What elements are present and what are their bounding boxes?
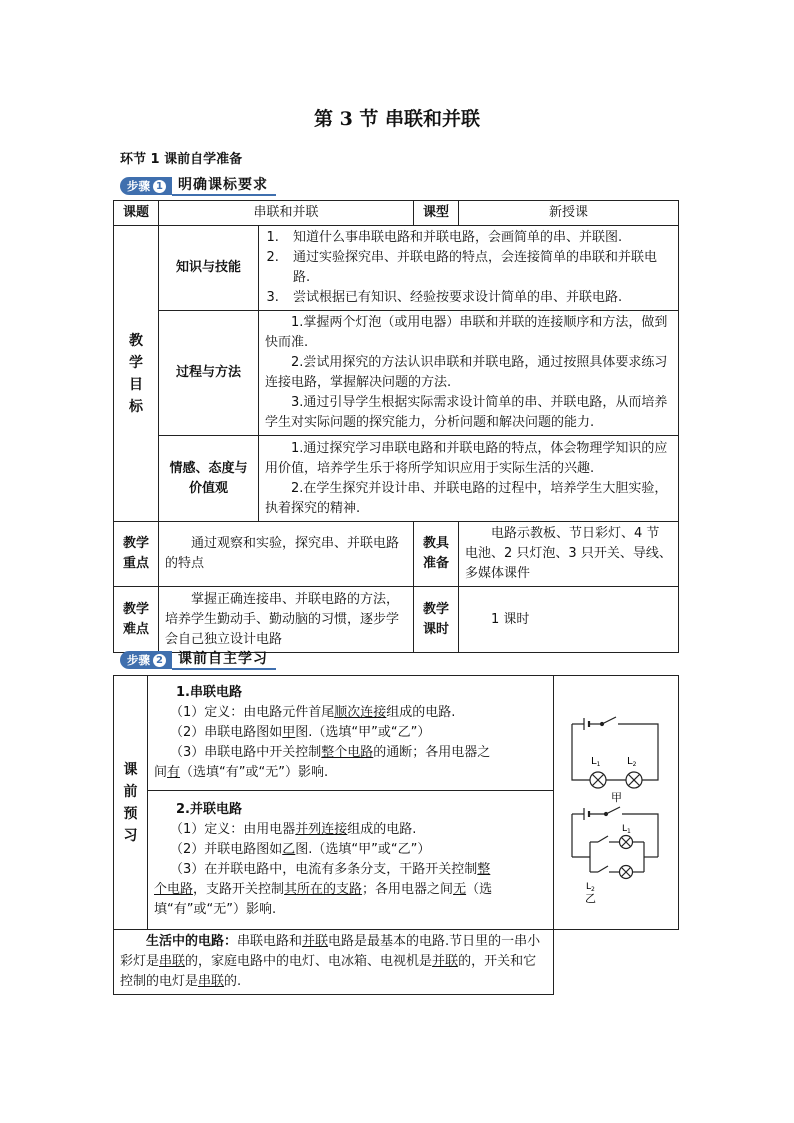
- text: ；各用电器之间: [362, 882, 454, 897]
- circuit-diagrams: [554, 684, 677, 914]
- difficult-point-text: 掌握正确连接串、并联电路的方法，培养学生勤动手、勤动脑的习惯，逐步学会自己独立设计电路: [165, 591, 400, 647]
- series-line: [154, 743, 547, 763]
- life-heading: 生活中的电路：: [146, 934, 238, 949]
- text: 串联电路和: [237, 934, 303, 949]
- step-2-number: 2: [153, 654, 166, 667]
- lamp-label: [627, 756, 637, 768]
- step-2-label: 课前自主学习: [172, 650, 276, 670]
- lamp-letter: L: [622, 824, 628, 834]
- life-circuit-cell: [114, 930, 554, 995]
- parallel-line: [154, 840, 547, 860]
- answer: 顺次连接: [334, 705, 387, 720]
- step-2-banner: [120, 650, 276, 670]
- text: （1）定义：由用电器: [170, 822, 296, 837]
- switch-pivot: [605, 813, 608, 816]
- label-line: 教学: [122, 601, 149, 617]
- text: 组成的电路.: [347, 822, 417, 837]
- tools-text: 电路示教板、节日彩灯、4 节电池、2 只灯泡、3 只开关、导线、多媒体课件: [465, 526, 672, 581]
- answer: 无: [453, 882, 467, 897]
- emotion-cell: [259, 436, 679, 522]
- hours-value: [459, 587, 679, 653]
- lamp-letter: L: [586, 882, 592, 892]
- tools-value: [459, 522, 679, 587]
- series-circuit-cell: [148, 676, 554, 791]
- answer: 整个电路: [321, 745, 374, 760]
- preview-char: 课: [123, 761, 138, 778]
- switch-icon: [598, 836, 608, 842]
- text: 的.: [224, 974, 242, 989]
- diagram-label-jia: 甲: [611, 791, 622, 804]
- text: （3）串联电路中开关控制: [170, 745, 322, 760]
- text: 的，家庭电路中的电灯、电冰箱、电视机是: [185, 954, 433, 969]
- text: （1）定义：由电路元件首尾: [170, 705, 335, 720]
- lamp-index: 1: [596, 761, 601, 768]
- label-line: 教具: [423, 536, 450, 551]
- topic-value: 串联和并联: [159, 201, 414, 226]
- circuit-diagram-cell: [554, 676, 679, 930]
- step-1-banner: [120, 176, 276, 196]
- curriculum-table: [113, 200, 679, 653]
- text: （3）在并联电路中，电流有多条分支，干路开关控制: [170, 862, 478, 877]
- lamp-index: 1: [627, 828, 631, 835]
- process-item: 1.掌握两个灯泡（或用电器）串联和并联的连接顺序和方法，做到快而准.: [265, 315, 668, 350]
- text: 的，开关和它控制的电灯是: [120, 954, 537, 989]
- answer: 个电路: [154, 882, 194, 897]
- answer: 并联: [432, 954, 459, 969]
- answer: 并列连接: [295, 822, 348, 837]
- lamp-label: [622, 824, 631, 835]
- switch-icon: [598, 866, 608, 872]
- emotion-item: 1.通过探究学习串联电路和并联电路的特点，体会物理学知识的应用价值，培养学生乐于将所学知识应用于实际生活的兴趣.: [265, 440, 668, 476]
- knowledge-cell: [259, 226, 679, 311]
- series-circuit: [572, 717, 658, 788]
- diagram-label-yi: 乙: [585, 892, 596, 905]
- switch-icon: [602, 717, 616, 724]
- answer: 乙: [282, 842, 296, 857]
- lamp-letter: L: [591, 756, 597, 767]
- preview-char: 习: [123, 827, 138, 844]
- answer: 串联: [159, 954, 186, 969]
- text: （选: [466, 882, 493, 897]
- step-2-prefix: 步骤: [127, 653, 150, 667]
- text: （选填“有”或“无”）影响.: [180, 765, 329, 780]
- knowledge-item: 1. 知道什么事串联电路和并联电路，会画简单的串、并联图.: [283, 228, 672, 248]
- step-2-badge: [120, 651, 172, 669]
- step-1-label: 明确课标要求: [172, 176, 276, 196]
- text: 图.（选填“甲”或“乙”）: [295, 842, 431, 857]
- tools-label: [414, 522, 459, 587]
- process-item: 2.尝试用探究的方法认识串联和并联电路，通过按照具体要求练习连接电路，掌握解决问题的方法.: [265, 355, 668, 390]
- difficult-point-label: [114, 587, 159, 653]
- preview-label: [114, 676, 148, 930]
- emotion-label: [159, 436, 259, 522]
- text: 电路是最基本的电路.节日里的一串小彩灯是: [120, 934, 541, 969]
- series-line: [154, 723, 547, 743]
- lamp-index: 2: [591, 886, 595, 893]
- text: （2）串联电路图如: [170, 725, 283, 740]
- text: ，支路开关控制: [193, 882, 285, 897]
- process-cell: [259, 311, 679, 436]
- life-circuit-text: [120, 932, 547, 992]
- text: 的通断；各用电器之: [373, 745, 491, 760]
- difficult-point-value: [159, 587, 414, 653]
- goals-char: 学: [129, 354, 143, 371]
- process-item: 3.通过引导学生根据实际需求设计简单的串、并联电路，从而培养学生对实际问题的探究能力，分析问题和解决问题的能力.: [265, 395, 668, 430]
- goals-char: 目: [129, 376, 143, 393]
- section-heading: 环节 1 课前自学准备: [120, 152, 243, 167]
- answer: 甲: [282, 725, 296, 740]
- hours-text: 1 课时: [491, 611, 530, 627]
- switch-icon: [606, 807, 620, 814]
- knowledge-label: 知识与技能: [159, 226, 259, 311]
- answer: 其所在的支路: [284, 882, 363, 897]
- process-label: 过程与方法: [159, 311, 259, 436]
- key-point-text: 通过观察和实验，探究串、并联电路的特点: [165, 536, 400, 571]
- emotion-label-line: 情感、态度与: [169, 460, 248, 476]
- lamp-letter: L: [627, 756, 633, 767]
- knowledge-item: 2. 通过实验探究串、并联电路的特点，会连接简单的串联和并联电路.: [283, 248, 672, 288]
- lamp-label: [591, 756, 601, 768]
- goals-char: 标: [129, 398, 143, 415]
- answer: 并联: [302, 934, 329, 949]
- parallel-line: [154, 880, 547, 900]
- preview-table: [113, 675, 679, 995]
- emotion-label-line: 价值观: [188, 480, 228, 496]
- parallel-circuit: [572, 807, 658, 879]
- text: （2）并联电路图如: [170, 842, 283, 857]
- step-1-prefix: 步骤: [127, 179, 150, 193]
- label-line: 课时: [423, 621, 450, 637]
- label-line: 重点: [122, 556, 149, 571]
- type-label: 课型: [414, 201, 459, 226]
- step-1-badge: [120, 177, 172, 195]
- preview-char: 预: [123, 805, 138, 822]
- text: 图.（选填“甲”或“乙”）: [295, 725, 431, 740]
- answer: 有: [167, 765, 181, 780]
- emotion-item: 2.在学生探究并设计串、并联电路的过程中，培养学生大胆实验，执着探究的精神.: [265, 480, 668, 516]
- page-title: 第 3 节 串联和并联: [313, 108, 481, 130]
- series-wire: [572, 724, 658, 780]
- parallel-circuit-cell: [148, 791, 554, 930]
- label-line: 教学: [122, 536, 149, 551]
- lamp-index: 2: [632, 761, 637, 768]
- text: 间: [154, 765, 168, 780]
- type-value: 新授课: [459, 201, 679, 226]
- preview-char: 前: [123, 783, 138, 800]
- step-1-number: 1: [153, 180, 166, 193]
- hours-label: [414, 587, 459, 653]
- topic-label: 课题: [114, 201, 159, 226]
- key-point-value: [159, 522, 414, 587]
- text: 组成的电路.: [386, 705, 456, 720]
- parallel-line: 填“有”或“无”）影响.: [154, 902, 277, 917]
- knowledge-item: 3. 尝试根据已有知识、经验按要求设计简单的串、并联电路.: [283, 288, 672, 308]
- answer: 整: [477, 862, 491, 877]
- series-heading: 1.串联电路: [176, 685, 242, 700]
- series-line: [154, 763, 547, 783]
- parallel-line: [154, 860, 547, 880]
- goals-label: [114, 226, 159, 522]
- label-line: 难点: [122, 621, 149, 637]
- label-line: 准备: [423, 556, 450, 571]
- series-line: [154, 703, 547, 723]
- key-point-label: [114, 522, 159, 587]
- goals-char: 教: [129, 332, 143, 349]
- parallel-heading: 2.并联电路: [176, 802, 242, 817]
- parallel-line: [154, 820, 547, 840]
- switch-pivot: [601, 723, 604, 726]
- label-line: 教学: [423, 601, 450, 617]
- answer: 串联: [198, 974, 225, 989]
